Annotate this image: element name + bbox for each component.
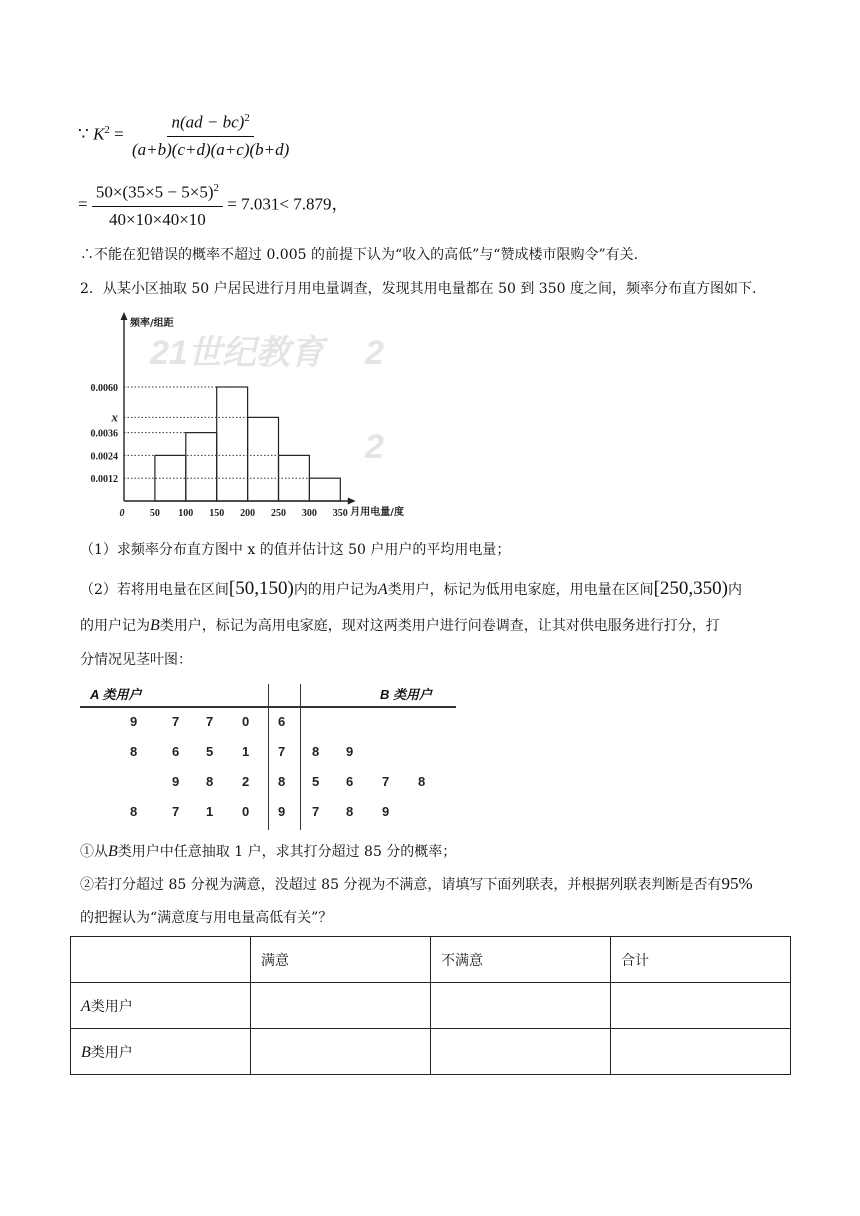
svg-text:21世纪教育: 21世纪教育 (150, 334, 324, 372)
leaf-digit-left: 8 (130, 804, 138, 819)
q2p2-text-b: 内的用户记为 (293, 582, 378, 598)
computation-fraction (92, 182, 223, 230)
leaf-digit-right: 8 (346, 804, 354, 819)
q2p2-text-d: 内 (728, 582, 743, 598)
sub1-letter-b: B (108, 843, 118, 860)
conclusion-text: ∴不能在犯错误的概率不超过 0.005 的前提下认为“收入的高低”与“赞成楼市限购令”有关. (80, 247, 639, 263)
formula-lhs-sup: 2 (104, 124, 110, 137)
formula-eq: = (114, 124, 124, 144)
leaf-digit-right: 7 (382, 774, 390, 789)
sub-question-2-line-1 (80, 874, 753, 895)
question-2-part-1: （1）求频率分布直方图中 x 的值并估计这 50 户用户的平均用电量； (80, 542, 511, 558)
sub2-percent: 95% (721, 874, 753, 893)
stem-leaf-right-header: B 类用户 (380, 687, 433, 702)
y-tick-label: x (111, 409, 118, 425)
q2p2-text-c: 类用户，标记为低用电家庭，用电量在区间 (387, 582, 654, 598)
table-header-row (71, 937, 791, 983)
histogram-bar (309, 478, 340, 501)
table-cell (431, 983, 611, 1029)
leaf-digit-left: 7 (172, 714, 180, 729)
computation-numerator: 50×(35×5 − 5×5) (95, 182, 214, 202)
leaf-digit-left: 6 (172, 744, 180, 759)
y-tick-label: 0.0060 (90, 383, 118, 394)
q2p2-line2-text-a: 的用户记为 (80, 618, 150, 634)
because-symbol: ∵ (78, 124, 89, 144)
computation-denominator: 40×10×40×10 (109, 209, 206, 229)
x-axis-label: 月用电量/度 (350, 507, 404, 518)
x-tick-label: 200 (240, 508, 256, 519)
chi-square-computation (78, 182, 348, 230)
histogram-bar (217, 387, 248, 501)
sub-question-1 (80, 842, 456, 862)
contingency-table (70, 936, 791, 1075)
x-tick-label: 350 (332, 508, 348, 519)
computation-result: = 7.031< 7.879， (227, 194, 349, 214)
table-row (71, 983, 791, 1029)
interval-1: [50,150) (228, 578, 294, 599)
x-tick-label: 50 (149, 508, 160, 519)
y-axis-arrow (121, 312, 128, 320)
leaf-digit-left: 2 (242, 774, 250, 789)
leaf-digit-right: 9 (346, 744, 354, 759)
table-header-cell: 不满意 (431, 937, 611, 983)
table-cell (431, 1029, 611, 1075)
row-label-letter: B (81, 1043, 91, 1061)
table-header-cell (71, 937, 251, 983)
table-cell (611, 1029, 791, 1075)
interval-2: [250,350) (653, 578, 729, 599)
leaf-digit-left: 5 (206, 744, 214, 759)
x-tick-label: 300 (301, 508, 317, 519)
leaf-digit-right: 5 (312, 774, 320, 789)
question-2-part-2-line-1 (80, 576, 742, 603)
leaf-digit-left: 8 (206, 774, 214, 789)
table-row (71, 1029, 791, 1075)
sub1-text-a: ①从 (80, 844, 108, 860)
table-cell (611, 983, 791, 1029)
leaf-digit-left: 8 (130, 744, 138, 759)
sub-question-2-line-2: 的把握认为“满意度与用电量高低有关”？ (80, 910, 333, 926)
histogram-bar (186, 433, 217, 501)
x-tick-label: 250 (271, 508, 286, 519)
svg-text:2: 2 (365, 334, 384, 372)
computation-eq: = (78, 194, 88, 214)
formula-numerator: n(ad − bc) (171, 112, 245, 132)
row-label-text: 类用户 (90, 1044, 133, 1061)
q2p2-letter-a: A (377, 581, 388, 598)
table-row-label (71, 983, 251, 1029)
stem-leaf-divider-right (300, 684, 301, 830)
x-tick-label: 150 (209, 508, 225, 519)
x-axis-arrow (348, 498, 356, 505)
leaf-digit-left: 0 (242, 804, 250, 819)
leaf-digit-right: 7 (312, 804, 320, 819)
q2p2-text-a: （2）若将用电量在区间 (80, 582, 229, 598)
stem-digit: 9 (278, 804, 286, 819)
question-2-intro: 2．从某小区抽取 50 户居民进行月用电量调查，发现其用电量都在 50 到 350 度之间，频率分布直方图如下. (80, 281, 757, 297)
formula-fraction (128, 112, 293, 160)
row-label-text: 类用户 (90, 998, 133, 1015)
histogram-bar (248, 417, 279, 501)
sub1-text-b: 类用户中任意抽取 1 户，求其打分超过 85 分的概率； (117, 844, 457, 860)
leaf-digit-left: 7 (206, 714, 214, 729)
leaf-digit-left: 7 (172, 804, 180, 819)
sub2-text: ②若打分超过 85 分视为满意，没超过 85 分视为不满意，请填写下面列联表，并根据列联表判断是否有 (80, 877, 722, 893)
table-row-label (71, 1029, 251, 1075)
leaf-digit-left: 9 (130, 714, 138, 729)
leaf-digit-left: 1 (242, 744, 250, 759)
leaf-digit-left: 9 (172, 774, 180, 789)
leaf-digit-right: 8 (418, 774, 426, 789)
y-tick-label: 0.0012 (90, 474, 118, 486)
question-2-part-2-line-2 (80, 616, 720, 636)
stem-digit: 6 (278, 714, 286, 729)
leaf-digit-right: 6 (346, 774, 354, 789)
stem-leaf-divider-left (268, 684, 269, 830)
table-cell (251, 1029, 431, 1075)
table-cell (251, 983, 431, 1029)
formula-denominator: (a+b)(c+d)(a+c)(b+d) (132, 139, 290, 159)
stem-digit: 8 (278, 774, 286, 789)
frequency-histogram (75, 308, 450, 523)
chi-square-formula (78, 112, 293, 160)
leaf-digit-left: 0 (242, 714, 250, 729)
formula-numerator-sup: 2 (244, 112, 250, 124)
y-axis-label: 频率/组距 (130, 318, 174, 329)
y-tick-label: 0.0036 (90, 428, 118, 440)
leaf-digit-left: 1 (206, 804, 214, 819)
computation-numerator-sup: 2 (213, 182, 220, 194)
x-tick-label: 100 (178, 508, 194, 519)
q2p2-line2-text-b: 类用户，标记为高用电家庭，现对这两类用户进行问卷调查，让其对供电服务进行打分，打 (159, 618, 720, 634)
histogram-bar (279, 455, 310, 501)
stem-leaf-left-header: A 类用户 (90, 687, 142, 702)
table-header-cell: 满意 (251, 937, 431, 983)
y-tick-label: 0.0024 (90, 451, 118, 463)
stem-leaf-plot (80, 684, 475, 830)
svg-text:2: 2 (365, 428, 384, 466)
leaf-digit-right: 8 (312, 744, 320, 759)
q2p2-letter-b: B (150, 617, 160, 634)
formula-lhs: K (93, 124, 105, 144)
table-header-cell: 合计 (611, 937, 791, 983)
stem-digit: 7 (278, 744, 286, 759)
row-label-letter: A (81, 997, 91, 1015)
x-tick-label: 0 (119, 508, 125, 519)
watermark (149, 334, 384, 466)
question-2-part-2-line-3: 分情况见茎叶图： (80, 652, 192, 668)
leaf-digit-right: 9 (382, 804, 390, 819)
